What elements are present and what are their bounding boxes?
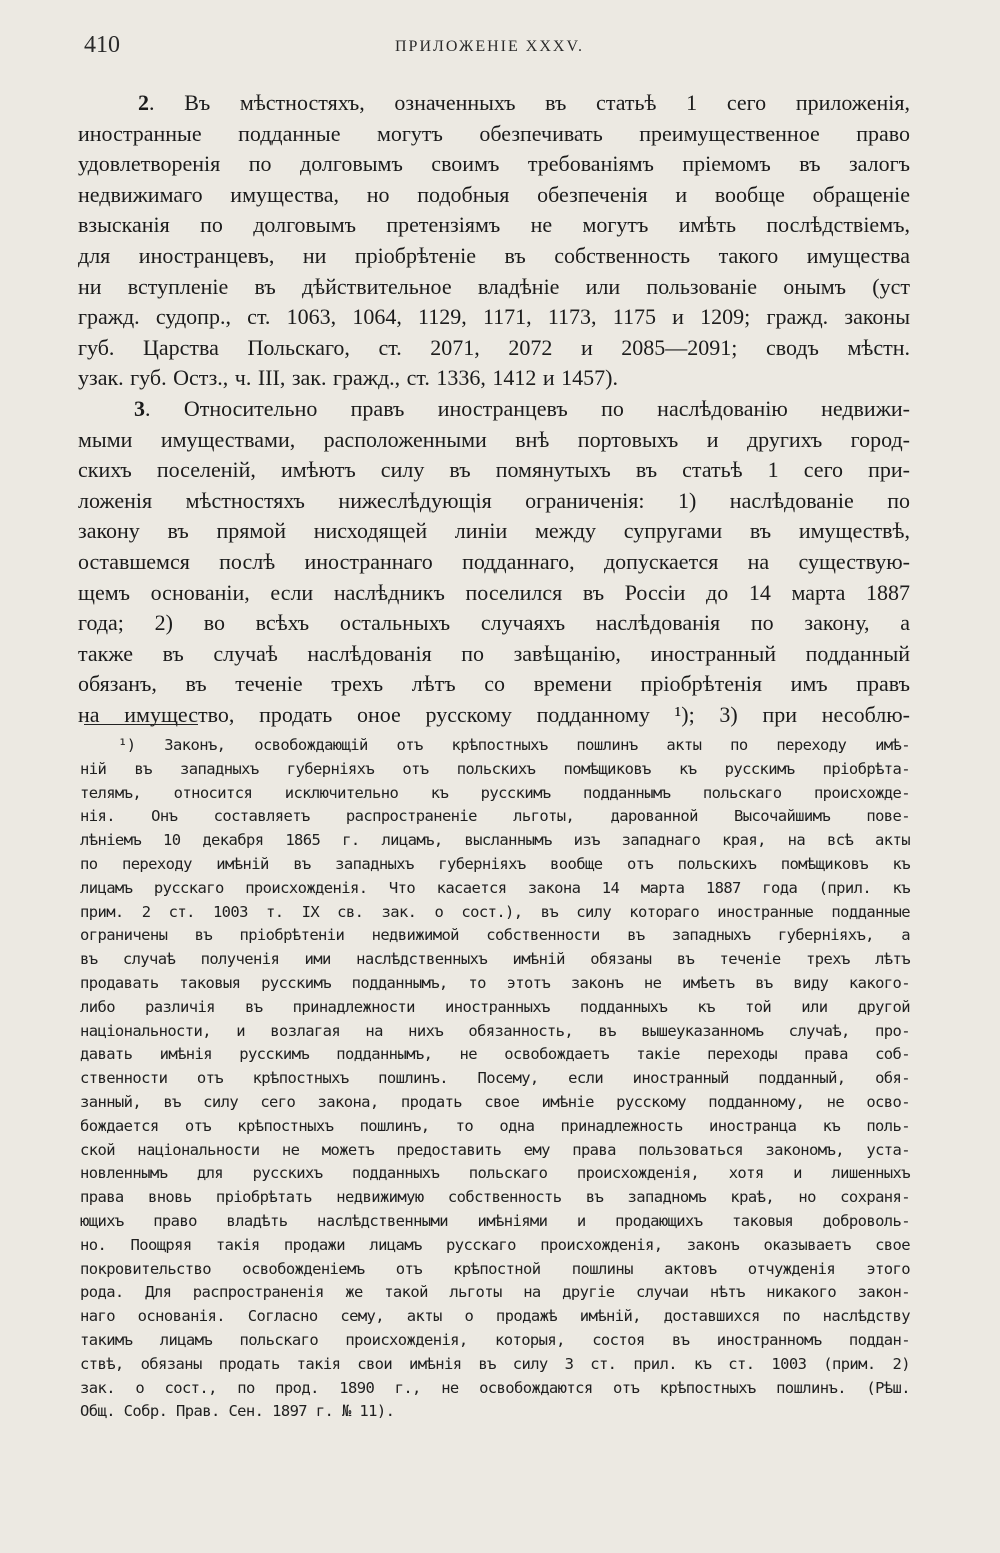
footnote-line: либо различія въ принадлежности иностранныхъ подданныхъ къ той или другой	[80, 997, 910, 1016]
paragraph-3-line: 3. Относительно правъ иностранцевъ по наслѣдованію недвижи-	[134, 395, 910, 421]
paragraph-3-line: щемъ основаніи, если наслѣдникъ поселился въ Россіи до 14 марта 1887	[78, 579, 910, 605]
footnote-line: ограничены въ пріобрѣтеніи недвижимой собственности въ западныхъ губерніяхъ, а	[80, 926, 910, 945]
footnote-divider	[84, 724, 198, 725]
footnote-line: ющихъ право владѣть наслѣдственными имѣніями и продающихъ таковыя доброволь-	[80, 1211, 910, 1230]
footnote-line: прим. 2 ст. 1003 т. IX св. зак. о сост.), въ силу котораго иностранные подданные	[80, 902, 910, 921]
paragraph-3-line: на имущество, продать оное русскому подданному ¹); 3) при несоблю-	[78, 701, 910, 727]
footnote-line: ственности отъ крѣпостныхъ пошлинъ. Посему, если иностранный подданный, обя-	[80, 1069, 910, 1088]
paragraph-2-line: иностранные подданные могутъ обезпечивать преимущественное право	[78, 120, 910, 146]
footnote-line: телямъ, относится исключительно къ русскимъ подданнымъ польскаго происхожде-	[80, 783, 910, 802]
footnote-line: по переходу имѣній въ западныхъ губерніяхъ вообще отъ польскихъ помѣщиковъ къ	[80, 854, 910, 873]
paragraph-3-line: года; 2) во всѣхъ остальныхъ случаяхъ наслѣдованія по закону, а	[78, 610, 910, 636]
paragraph-2-line: взысканія по долговымъ претензіямъ не могутъ имѣть послѣдствіемъ,	[78, 212, 910, 238]
paragraph-3-line: ложенія мѣстностяхъ нижеслѣдующія ограниченія: 1) наслѣдованіе по	[78, 487, 910, 513]
footnote-line: рода. Для распространенія же такой льготы на другіе случаи нѣтъ никакого закон-	[80, 1283, 910, 1302]
footnote-line: наго основанія. Согласно сему, акты о продажѣ имѣній, доставшихся по наслѣдству	[80, 1307, 910, 1326]
footnote-line: такимъ лицамъ польскаго происхожденія, которыя, состоя въ иностранномъ поддан-	[80, 1330, 910, 1349]
footnote-line: нія. Онъ составляетъ распространеніе льготы, дарованной Высочайшимъ пове-	[80, 807, 910, 826]
paragraph-number: 2	[138, 90, 149, 115]
paragraph-2-line: 2. Въ мѣстностяхъ, означенныхъ въ статьѣ 1 сего приложенія,	[138, 90, 910, 115]
footnote-line: лѣніемъ 10 декабря 1865 г. лицамъ, высланнымъ изъ западнаго края, на всѣ акты	[80, 831, 910, 850]
paragraph-2-line: ни вступленіе въ дѣйствительное владѣніе или пользованіе онымъ (уст	[78, 273, 910, 299]
footnote-line: занный, въ силу сего закона, продать свое имѣніе русскому подданному, не осво-	[80, 1092, 910, 1111]
paragraph-3-line: также въ случаѣ наслѣдованія по завѣщанію, иностранный подданный	[78, 640, 910, 666]
paragraph-2-line: гражд. судопр., ст. 1063, 1064, 1129, 1171, 1173, 1175 и 1209; гражд. законы	[78, 304, 910, 330]
page-number: 410	[84, 32, 120, 58]
main-text	[78, 88, 910, 730]
footnote-line: давать имѣнія русскимъ подданнымъ, не освобождаетъ такіе переходы права соб-	[80, 1045, 910, 1064]
footnote-line: въ случаѣ полученія ими наслѣдственныхъ имѣній обязаны въ теченіе трехъ лѣтъ	[80, 950, 910, 969]
footnote-line: Общ. Собр. Прав. Сен. 1897 г. № 11).	[80, 1402, 395, 1421]
paragraph-3-line: мыми имуществами, расположенными внѣ портовыхъ и другихъ город-	[78, 426, 910, 452]
footnote-line: лицамъ русскаго происхожденія. Что касается закона 14 марта 1887 года (прил. къ	[80, 878, 910, 897]
paragraph-2-line: губ. Царства Польскаго, ст. 2071, 2072 и 2085—2091; сводъ мѣстн.	[78, 334, 910, 360]
paragraph-3-line: закону въ прямой нисходящей линіи между супругами въ имуществѣ,	[78, 518, 910, 544]
paragraph-number: 3	[134, 395, 145, 421]
footnote-line: національности, и возлагая на нихъ обязанность, въ вышеуказанномъ случаѣ, про-	[80, 1021, 910, 1040]
footnote-line: бождается отъ крѣпостныхъ пошлинъ, то одна принадлежность иностранца къ поль-	[80, 1116, 910, 1135]
footnote-line: продавать таковыя русскимъ подданнымъ, то этотъ законъ не имѣетъ въ виду какого-	[80, 973, 910, 992]
footnote-line: покровительство освобожденіемъ отъ крѣпостной пошлины актовъ отчужденія этого	[80, 1259, 910, 1278]
footnote-line: права вновь пріобрѣтать недвижимую собственность въ западномъ краѣ, но сохраня-	[80, 1188, 910, 1207]
paragraph-3-line: оставшемся послѣ иностраннаго подданнаго, допускается на существую-	[78, 548, 910, 574]
paragraph-2-line: для иностранцевъ, ни пріобрѣтеніе въ собственность такого имущества	[78, 242, 910, 268]
footnote-line: ¹) Законъ, освобождающій отъ крѣпостныхъ пошлинъ акты по переходу имѣ-	[118, 736, 910, 754]
footnote-line: новленнымъ для русскихъ подданныхъ польскаго происхожденія, хотя и лишенныхъ	[80, 1164, 910, 1183]
footnote-line: зак. о сост., по прод. 1890 г., не освобождаются отъ крѣпостныхъ пошлинъ. (Рѣш.	[80, 1378, 910, 1397]
running-head: ПРИЛОЖЕНІЕ XXXV.	[395, 38, 584, 55]
paragraph-3-line: обязанъ, въ теченіе трехъ лѣтъ со времени пріобрѣтенія имъ правъ	[78, 671, 910, 697]
paragraph-2-line: удовлетворенія по долговымъ своимъ требованіямъ пріемомъ въ залогъ	[78, 151, 910, 177]
footnote-line: но. Поощряя такія продажи лицамъ русскаго происхожденія, законъ оказываетъ свое	[80, 1235, 910, 1254]
paragraph-2-line: узак. губ. Остз., ч. III, зак. гражд., ст. 1336, 1412 и 1457).	[78, 365, 618, 391]
footnote	[80, 734, 910, 1424]
paragraph-2-line: недвижимаго имущества, но подобныя обезпеченія и вообще обращеніе	[78, 181, 910, 207]
footnote-line: ствѣ, обязаны продать такія свои имѣнія въ силу 3 ст. прил. къ ст. 1003 (прим. 2)	[80, 1354, 910, 1373]
paragraph-3-line: скихъ поселеній, имѣютъ силу въ помянутыхъ въ статьѣ 1 сего при-	[78, 457, 910, 483]
footnote-line: ній въ западныхъ губерніяхъ отъ польскихъ помѣщиковъ къ русскимъ пріобрѣта-	[80, 759, 910, 778]
footnote-line: ской національности не можетъ предоставить ему права пользоваться закономъ, уста-	[80, 1140, 910, 1159]
